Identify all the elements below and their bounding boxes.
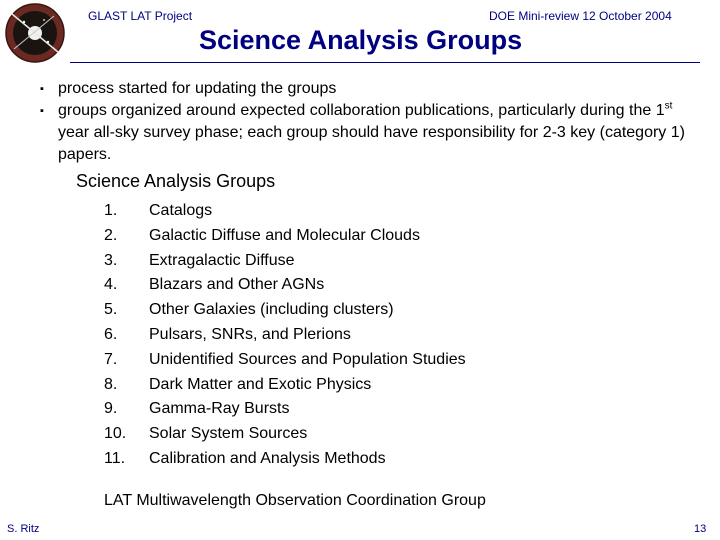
group-number: 1. <box>104 202 118 219</box>
group-label: Galactic Diffuse and Molecular Clouds <box>149 226 420 244</box>
group-label: Blazars and Other AGNs <box>149 276 325 294</box>
group-label: Other Galaxies (including clusters) <box>149 301 394 319</box>
group-number: 3. <box>104 251 118 269</box>
group-item <box>104 224 466 249</box>
group-item <box>104 422 466 447</box>
bullet-item <box>40 100 700 166</box>
bullet-text-end: year all-sky survey phase; each group should have responsibility for 2-3 key (category 1) papers. <box>58 124 685 163</box>
bullet-list <box>40 78 700 166</box>
group-number: 4. <box>104 276 118 294</box>
project-name: GLAST LAT Project <box>88 9 193 23</box>
page-number: 13 <box>694 523 707 535</box>
group-label: Solar System Sources <box>149 425 308 443</box>
meeting-info: DOE Mini-review 12 October 2004 <box>489 9 672 23</box>
bullet-text-start: groups organized around expected collaboration publications, particularly during the 1 <box>58 102 665 119</box>
bullet-square-icon: ▪ <box>40 83 44 95</box>
slide-title: Science Analysis Groups <box>199 25 523 55</box>
groups-heading: Science Analysis Groups <box>76 171 276 191</box>
group-item <box>104 447 466 472</box>
group-label: Calibration and Analysis Methods <box>149 449 386 467</box>
group-label: Extragalactic Diffuse <box>149 251 295 269</box>
group-number: 10. <box>104 425 127 443</box>
bullet-item <box>40 78 700 100</box>
group-label: Gamma-Ray Bursts <box>149 400 290 418</box>
group-label: Pulsars, SNRs, and Plerions <box>149 325 351 343</box>
bullet-square-icon: ▪ <box>40 105 44 117</box>
group-label: Unidentified Sources and Population Studies <box>149 350 466 368</box>
group-number: 2. <box>104 226 118 244</box>
group-number: 8. <box>104 375 118 393</box>
coordination-group: LAT Multiwavelength Observation Coordination Group <box>104 492 486 509</box>
group-number: 9. <box>104 400 118 418</box>
group-item <box>104 298 466 323</box>
author-name: S. Ritz <box>7 523 40 535</box>
group-number: 6. <box>104 325 118 343</box>
group-item <box>104 323 466 348</box>
ordinal-suffix: st <box>664 100 673 112</box>
group-label: Dark Matter and Exotic Physics <box>149 375 372 393</box>
group-item <box>104 373 466 398</box>
group-number: 5. <box>104 301 118 319</box>
glast-logo-icon <box>4 2 66 64</box>
group-item <box>104 348 466 373</box>
title-divider <box>70 62 700 63</box>
groups-list <box>104 199 466 472</box>
group-item <box>104 273 466 298</box>
group-label: Catalogs <box>149 202 213 219</box>
bullet-text: process started for updating the groups <box>58 80 337 97</box>
group-item <box>104 199 466 224</box>
group-number: 11. <box>104 449 126 467</box>
group-item <box>104 249 466 274</box>
group-item <box>104 397 466 422</box>
group-number: 7. <box>104 350 118 368</box>
